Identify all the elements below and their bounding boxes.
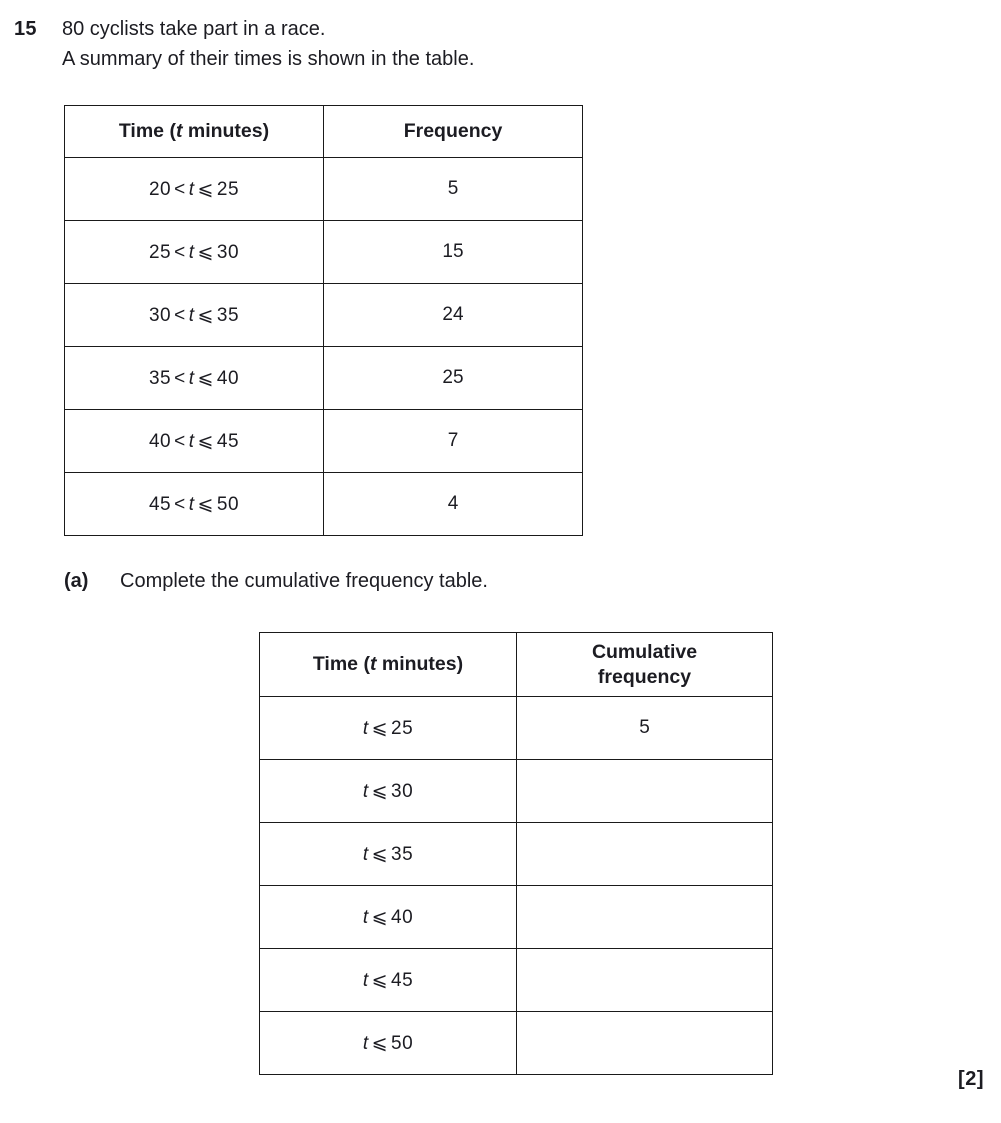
cell-cumulative-frequency-answer[interactable]: 5: [517, 697, 773, 760]
interval-op-lower: <: [174, 241, 186, 263]
interval-variable: t: [362, 906, 369, 928]
interval-op-lower: <: [174, 367, 186, 389]
cell-time-interval: [65, 158, 324, 221]
cumulative-frequency-table: [259, 632, 773, 1075]
interval-op-upper: ⩽: [197, 493, 214, 515]
cell-frequency-value: 4: [324, 473, 583, 536]
frequency-table: [64, 105, 583, 536]
question-line-1: 80 cyclists take part in a race.: [62, 18, 326, 40]
interval-upper: 35: [391, 843, 414, 865]
header-time-variable: t: [175, 120, 183, 142]
question-stem: [14, 14, 974, 74]
cell-cumulative-frequency-answer[interactable]: [517, 886, 773, 949]
part-a-instruction: Complete the cumulative frequency table.: [120, 570, 488, 592]
interval-variable: t: [188, 493, 195, 515]
header-time: [260, 633, 517, 697]
cell-cumulative-frequency-answer[interactable]: [517, 949, 773, 1012]
header-time-prefix: Time (: [312, 653, 370, 675]
part-a: [64, 570, 488, 593]
interval-upper: 50: [391, 1032, 414, 1054]
header-frequency: Frequency: [324, 106, 583, 158]
table-row: [65, 158, 583, 221]
cumulative-frequency-table-body: [260, 697, 773, 1075]
marks-allocation: [2]: [958, 1068, 984, 1090]
interval-op-lower: <: [174, 430, 186, 452]
table-row: [65, 221, 583, 284]
interval-variable: t: [188, 430, 195, 452]
cell-time-bound: [260, 949, 517, 1012]
header-cumulative-line-1: Cumulative: [591, 640, 698, 663]
header-time-suffix: minutes): [376, 653, 464, 675]
header-cumulative-line-2: frequency: [597, 665, 692, 688]
interval-lower: 45: [148, 493, 172, 515]
interval-op-upper: ⩽: [197, 241, 214, 263]
interval-op-upper: ⩽: [371, 1032, 389, 1054]
cell-time-interval: [65, 347, 324, 410]
cell-frequency-value: 5: [324, 158, 583, 221]
table-header-row: [260, 633, 773, 697]
cell-time-bound: [260, 886, 517, 949]
interval-upper: 25: [391, 717, 414, 739]
table-row: [260, 886, 773, 949]
interval-upper: 25: [216, 178, 240, 200]
interval-op-upper: ⩽: [371, 906, 389, 928]
interval-upper: 40: [216, 367, 240, 389]
table-header-row: [65, 106, 583, 158]
interval-variable: t: [362, 717, 369, 739]
interval-variable: t: [188, 178, 195, 200]
cell-time-bound: [260, 1012, 517, 1075]
interval-op-lower: <: [174, 493, 186, 515]
interval-upper: 50: [216, 493, 240, 515]
table-row: [260, 823, 773, 886]
cell-time-interval: [65, 284, 324, 347]
table-row: [260, 697, 773, 760]
header-time-prefix: Time (: [118, 120, 176, 142]
interval-op-upper: ⩽: [371, 717, 389, 739]
question-text: [62, 14, 974, 74]
interval-upper: 45: [216, 430, 240, 452]
cell-cumulative-frequency-answer[interactable]: [517, 760, 773, 823]
cell-time-interval: [65, 410, 324, 473]
cell-cumulative-frequency-answer[interactable]: [517, 823, 773, 886]
table-row: [260, 949, 773, 1012]
interval-lower: 30: [148, 304, 172, 326]
interval-op-upper: ⩽: [371, 843, 389, 865]
interval-op-upper: ⩽: [197, 430, 214, 452]
interval-op-upper: ⩽: [197, 367, 214, 389]
interval-lower: 40: [148, 430, 172, 452]
question-line-2: A summary of their times is shown in the table.: [62, 48, 475, 70]
cell-cumulative-frequency-answer[interactable]: [517, 1012, 773, 1075]
header-time-suffix: minutes): [182, 120, 270, 142]
cell-frequency-value: 24: [324, 284, 583, 347]
table-row: [65, 347, 583, 410]
frequency-table-body: [65, 158, 583, 536]
interval-op-upper: ⩽: [371, 780, 389, 802]
cell-frequency-value: 25: [324, 347, 583, 410]
interval-variable: t: [188, 241, 195, 263]
interval-variable: t: [362, 969, 369, 991]
cell-time-bound: [260, 697, 517, 760]
part-a-label: (a): [64, 570, 89, 592]
interval-op-lower: <: [174, 304, 186, 326]
header-time: [65, 106, 324, 158]
interval-variable: t: [188, 367, 195, 389]
cell-time-interval: [65, 221, 324, 284]
cell-frequency-value: 7: [324, 410, 583, 473]
interval-lower: 20: [148, 178, 172, 200]
table-row: [260, 1012, 773, 1075]
interval-op-upper: ⩽: [197, 304, 214, 326]
header-time-variable: t: [369, 653, 377, 675]
interval-upper: 30: [391, 780, 414, 802]
interval-op-lower: <: [174, 178, 186, 200]
interval-op-upper: ⩽: [371, 969, 389, 991]
cell-time-bound: [260, 823, 517, 886]
interval-upper: 30: [216, 241, 240, 263]
table-row: [65, 284, 583, 347]
cell-frequency-value: 15: [324, 221, 583, 284]
interval-variable: t: [362, 1032, 369, 1054]
interval-variable: t: [362, 780, 369, 802]
header-cumulative-frequency: [517, 633, 773, 697]
cell-time-interval: [65, 473, 324, 536]
interval-variable: t: [362, 843, 369, 865]
table-row: [260, 760, 773, 823]
interval-upper: 35: [216, 304, 240, 326]
interval-lower: 35: [148, 367, 172, 389]
question-number: 15: [14, 18, 37, 40]
interval-upper: 45: [391, 969, 414, 991]
table-row: [65, 473, 583, 536]
interval-variable: t: [188, 304, 195, 326]
cell-time-bound: [260, 760, 517, 823]
interval-lower: 25: [148, 241, 172, 263]
interval-op-upper: ⩽: [197, 178, 214, 200]
table-row: [65, 410, 583, 473]
interval-upper: 40: [391, 906, 414, 928]
